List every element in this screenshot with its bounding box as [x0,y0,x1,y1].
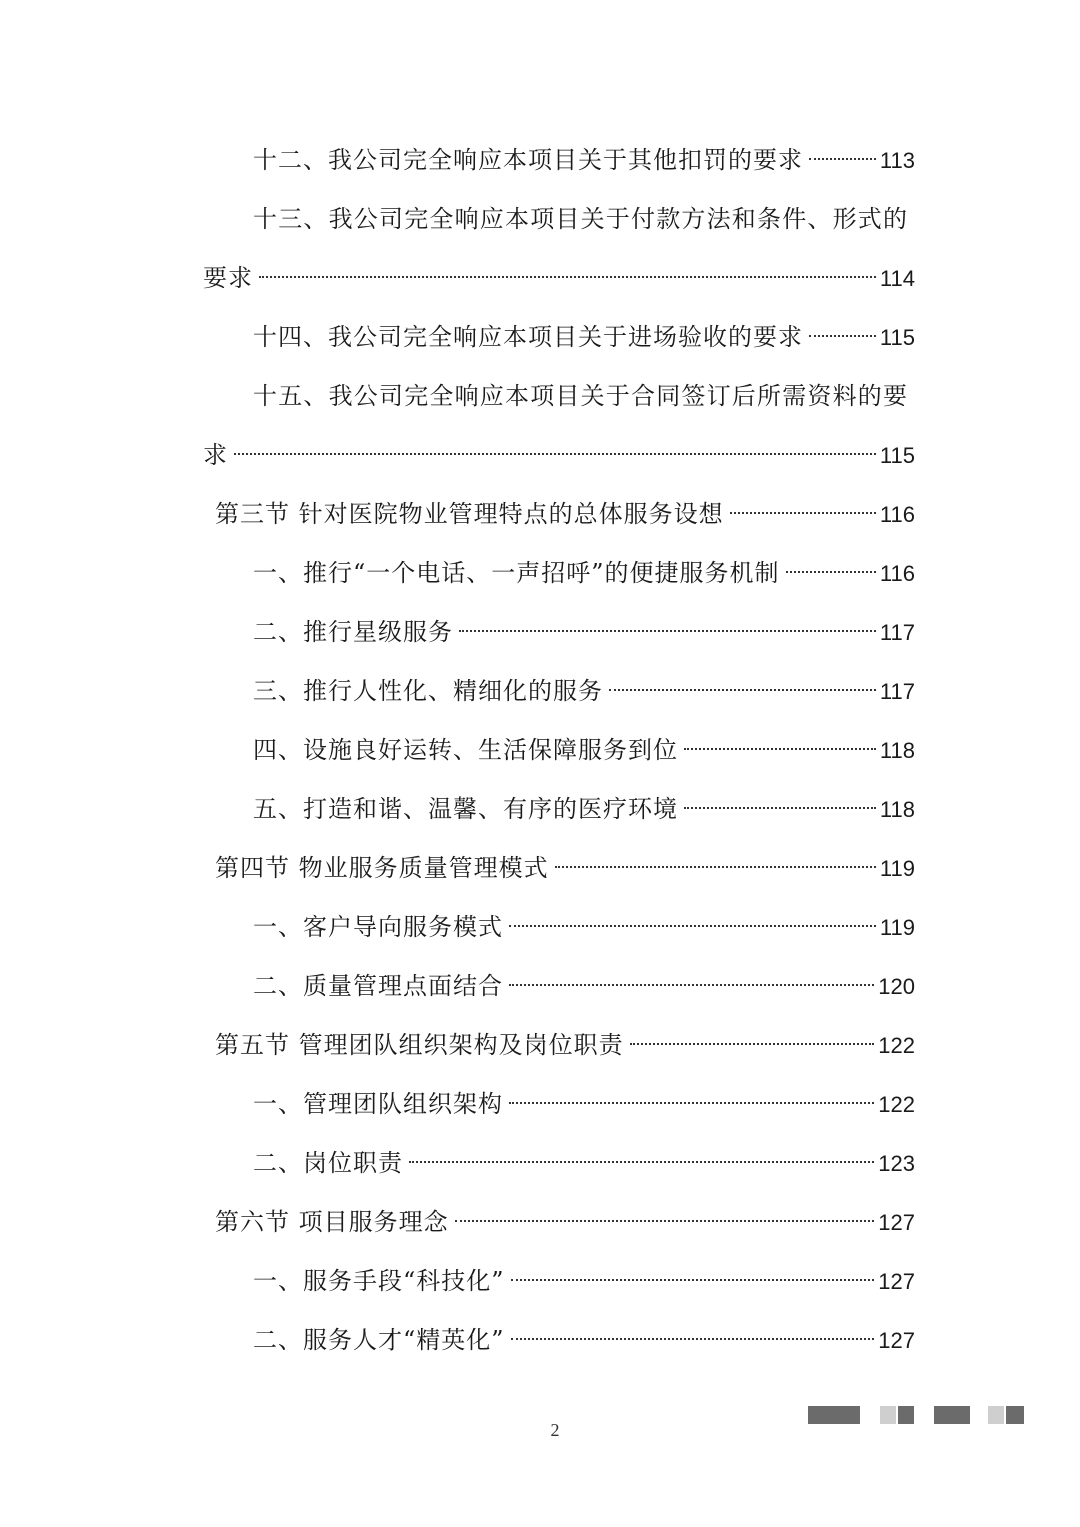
toc-entry-page: 117 [879,679,915,704]
toc-entry-title: 二、推行星级服务 [253,618,453,646]
toc-entry-page: 119 [879,915,915,940]
toc-entry-title: 三、推行人性化、精细化的服务 [253,677,603,705]
dot-leader [555,866,876,868]
toc-entry[interactable] [0,1261,1080,1301]
dot-leader [234,453,876,455]
toc-entry-title: 第六节 项目服务理念 [215,1208,449,1236]
decor-block [898,1406,914,1424]
toc-entry[interactable] [0,966,1080,1006]
toc-entry-page: 123 [878,1151,915,1176]
dot-leader [511,1279,875,1281]
decor-block [934,1406,970,1424]
decor-block [1006,1406,1024,1424]
toc-entry-page: 117 [879,620,915,645]
toc-entry-title: 十二、我公司完全响应本项目关于其他扣罚的要求 [253,146,803,174]
toc-entry-page: 119 [879,856,915,881]
dot-leader [730,512,876,514]
toc-entry-page: 120 [878,974,915,999]
toc-entry-page: 127 [878,1210,915,1235]
toc-entry[interactable] [0,612,1080,652]
toc-entry[interactable] [0,1320,1080,1360]
toc-entry[interactable] [0,907,1080,947]
toc-entry-title: 要求 [203,264,253,292]
toc-section-entry[interactable] [0,1025,1080,1065]
toc-entry-title-line1[interactable]: 十五、我公司完全响应本项目关于合同签订后所需资料的要 [253,382,909,410]
dot-leader [459,630,876,632]
toc-entry-title: 二、岗位职责 [253,1149,403,1177]
toc-entry-title: 四、设施良好运转、生活保障服务到位 [253,736,678,764]
toc-entry[interactable] [0,730,1080,770]
toc-entry[interactable] [0,258,1080,298]
dot-leader [684,748,876,750]
toc-entry[interactable] [0,789,1080,829]
decor-block [880,1406,896,1424]
toc-entry-title: 一、推行“一个电话、一声招呼”的便捷服务机制 [253,559,780,587]
toc-entry-page: 115 [879,443,915,468]
toc-entry[interactable] [0,1143,1080,1183]
dot-leader [630,1043,875,1045]
toc-entry-page: 118 [879,738,915,763]
toc-entry-title: 第三节 针对医院物业管理特点的总体服务设想 [215,500,724,528]
page-number: 2 [550,1420,560,1440]
toc-entry-page: 116 [879,561,915,586]
toc-entry[interactable] [0,435,1080,475]
toc-entry-page: 127 [878,1328,915,1353]
toc-entry-page: 116 [879,502,915,527]
dot-leader [509,984,874,986]
toc-entry-page: 114 [879,266,915,291]
toc-section-entry[interactable] [0,1202,1080,1242]
dot-leader [809,158,876,160]
toc-entry-title: 二、服务人才“精英化” [253,1326,505,1354]
toc-entry[interactable] [0,140,1080,180]
toc-entry-title: 十四、我公司完全响应本项目关于进场验收的要求 [253,323,803,351]
toc-entry-title: 五、打造和谐、温馨、有序的医疗环境 [253,795,678,823]
toc-entry-title: 二、质量管理点面结合 [253,972,503,1000]
decor-block [988,1406,1004,1424]
dot-leader [609,689,876,691]
dot-leader [786,571,876,573]
dot-leader [259,276,876,278]
dot-leader [684,807,876,809]
toc-entry[interactable] [0,1084,1080,1124]
toc-entry[interactable] [0,553,1080,593]
toc-entry-page: 118 [879,797,915,822]
toc-entry-page: 122 [878,1033,915,1058]
dot-leader [511,1338,875,1340]
toc-section-entry[interactable] [0,848,1080,888]
toc-entry[interactable] [0,671,1080,711]
toc-entry-page: 127 [878,1269,915,1294]
dot-leader [809,335,876,337]
toc-section-entry[interactable] [0,494,1080,534]
toc-entry[interactable] [0,317,1080,357]
dot-leader [509,1102,874,1104]
decorative-blocks [808,1406,1028,1424]
toc-entry-page: 122 [878,1092,915,1117]
toc-entry-title: 求 [203,441,228,469]
toc-entry-title: 第五节 管理团队组织架构及岗位职责 [215,1031,624,1059]
decor-block [808,1406,860,1424]
dot-leader [509,925,876,927]
dot-leader [455,1220,875,1222]
toc-entry-title: 一、客户导向服务模式 [253,913,503,941]
toc-entry-title: 一、服务手段“科技化” [253,1267,505,1295]
toc-entry-title: 一、管理团队组织架构 [253,1090,503,1118]
dot-leader [409,1161,874,1163]
toc-entry-page: 113 [879,148,915,173]
toc-entry-title-line1[interactable]: 十三、我公司完全响应本项目关于付款方法和条件、形式的 [253,205,909,233]
toc-entry-title: 第四节 物业服务质量管理模式 [215,854,549,882]
toc-entry-page: 115 [879,325,915,350]
